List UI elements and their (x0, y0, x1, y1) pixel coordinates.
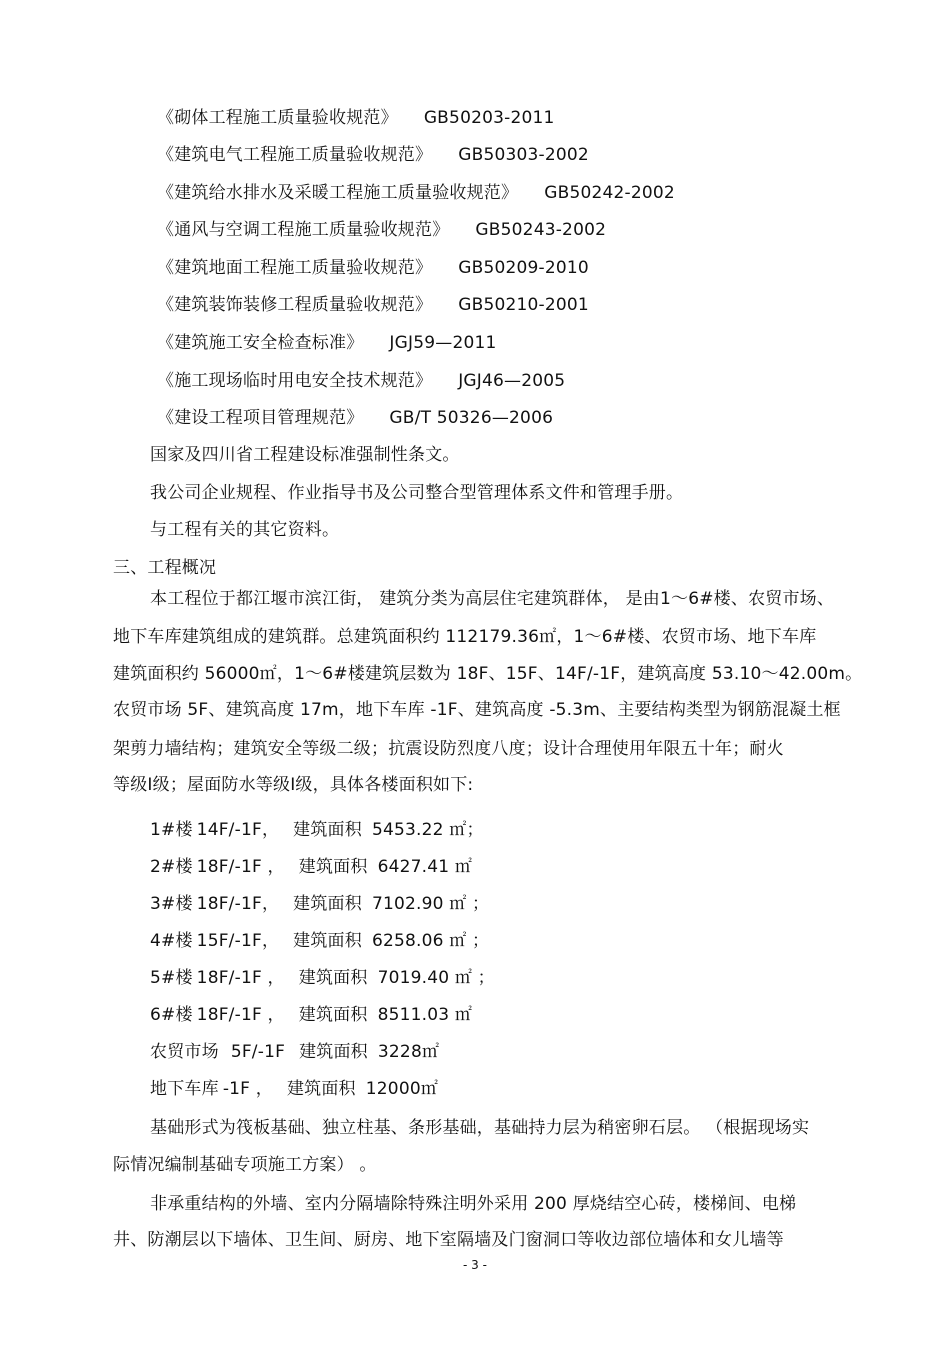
foundation-line: 际情况编制基础专项施工方案） 。 (113, 1155, 377, 1175)
standard-item (157, 181, 675, 205)
area-label: 建筑面积 (293, 894, 362, 914)
overview-line: 本工程位于都江堰市滨江街， 建筑分类为高层住宅建筑群体， 是由1～6#楼、农贸市场、 (150, 589, 835, 609)
standard-code: GB50210-2001 (458, 295, 589, 315)
reference-line: 与工程有关的其它资料。 (150, 520, 340, 540)
building-floors: 5F/-1F (230, 1042, 286, 1062)
building-floors: 18F/-1F ， (196, 968, 285, 988)
area-label: 建筑面积 (298, 857, 368, 877)
wall-line: 非承重结构的外墙、室内分隔墙除特殊注明外采用 200 厚烧结空心砖，楼梯间、电梯 (150, 1194, 797, 1214)
overview-line: 架剪力墙结构；建筑安全等级二级；抗震设防烈度八度；设计合理使用年限五十年；耐火 (113, 739, 784, 759)
standard-item (157, 331, 497, 355)
standard-item (157, 406, 553, 430)
overview-line: 等级Ⅰ级；屋面防水等级Ⅰ级，具体各楼面积如下: (113, 775, 474, 795)
standard-title: 《砌体工程施工质量验收规范》 (157, 108, 398, 128)
standard-title: 《建筑装饰装修工程质量验收规范》 (157, 295, 433, 315)
page-number: - 3 - (463, 1258, 487, 1272)
standard-item (157, 256, 589, 280)
building-floors: 15F/-1F， (196, 931, 280, 951)
area-value: 7102.90 ㎡ ； (371, 894, 490, 914)
standard-title: 《建设工程项目管理规范》 (157, 408, 364, 428)
overview-line: 地下车库建筑组成的建筑群。总建筑面积约 112179.36㎡，1～6#楼、农贸市场、地下车库 (113, 627, 817, 647)
area-label: 建筑面积 (298, 1005, 368, 1025)
standard-title: 《建筑地面工程施工质量验收规范》 (157, 258, 433, 278)
standard-item (157, 218, 606, 242)
area-value: 12000㎡ (365, 1079, 439, 1099)
building-name: 4#楼 (150, 931, 193, 951)
building-name: 农贸市场 (150, 1042, 219, 1062)
standard-code: GB50243-2002 (475, 220, 607, 240)
standard-code: GB/T 50326—2006 (389, 408, 554, 428)
area-value: 7019.40 ㎡ ； (377, 968, 495, 988)
standard-item (157, 293, 589, 317)
building-floors: 18F/-1F ， (196, 1005, 285, 1025)
building-area-item (150, 855, 472, 879)
building-area-item (150, 1077, 438, 1101)
standard-title: 《建筑电气工程施工质量验收规范》 (157, 145, 433, 165)
standard-title: 《施工现场临时用电安全技术规范》 (157, 371, 433, 391)
building-name: 地下车库 (150, 1079, 219, 1099)
foundation-line: 基础形式为筏板基础、独立柱基、条形基础，基础持力层为稍密卵石层。 （根据现场实 (150, 1118, 810, 1138)
overview-line: 建筑面积约 56000㎡，1～6#楼建筑层数为 18F、15F、14F/-1F，建筑高度 53.10～42.00m。 (113, 664, 863, 684)
building-area-item (150, 966, 495, 990)
wall-line: 井、防潮层以下墙体、卫生间、厨房、地下室隔墙及门窗洞口等收边部位墙体和女儿墙等 (113, 1230, 784, 1250)
area-value: 6258.06 ㎡ ； (371, 931, 490, 951)
building-name: 5#楼 (150, 968, 193, 988)
area-label: 建筑面积 (293, 931, 362, 951)
reference-line: 国家及四川省工程建设标准强制性条文。 (150, 445, 460, 465)
standard-code: JGJ59—2011 (389, 333, 497, 353)
standard-item (157, 106, 555, 130)
building-area-item (150, 818, 484, 842)
building-area-item (150, 1040, 439, 1064)
area-label: 建筑面积 (299, 1042, 368, 1062)
area-value: 6427.41 ㎡ (377, 857, 473, 877)
standard-title: 《通风与空调工程施工质量验收规范》 (157, 220, 450, 240)
standard-item (157, 369, 565, 393)
area-label: 建筑面积 (293, 820, 362, 840)
building-floors: 14F/-1F， (196, 820, 280, 840)
building-area-item (150, 1003, 472, 1027)
standard-code: GB50203-2011 (423, 108, 555, 128)
building-floors: 18F/-1F ， (196, 857, 285, 877)
building-name: 1#楼 (150, 820, 193, 840)
standard-code: GB50209-2010 (458, 258, 589, 278)
building-area-item (150, 929, 489, 953)
building-floors: -1F ， (222, 1079, 273, 1099)
standard-code: GB50303-2002 (458, 145, 589, 165)
standard-item (157, 143, 589, 167)
area-label: 建筑面积 (286, 1079, 356, 1099)
standard-title: 《建筑施工安全检查标准》 (157, 333, 364, 353)
area-value: 3228㎡ (377, 1042, 440, 1062)
building-name: 6#楼 (150, 1005, 193, 1025)
overview-line: 农贸市场 5F、建筑高度 17m，地下车库 -1F、建筑高度 -5.3m、主要结构类型为钢筋混凝土框 (113, 700, 841, 720)
standard-code: GB50242-2002 (544, 183, 675, 203)
standard-title: 《建筑给水排水及采暖工程施工质量验收规范》 (157, 183, 519, 203)
area-label: 建筑面积 (298, 968, 368, 988)
building-floors: 18F/-1F， (196, 894, 280, 914)
building-name: 2#楼 (150, 857, 193, 877)
reference-line: 我公司企业规程、作业指导书及公司整合型管理体系文件和管理手册。 (150, 483, 684, 503)
section-heading: 三、工程概况 (113, 558, 217, 578)
building-name: 3#楼 (150, 894, 193, 914)
building-area-item (150, 892, 489, 916)
area-value: 8511.03 ㎡ (377, 1005, 473, 1025)
area-value: 5453.22 ㎡； (371, 820, 484, 840)
standard-code: JGJ46—2005 (458, 371, 566, 391)
